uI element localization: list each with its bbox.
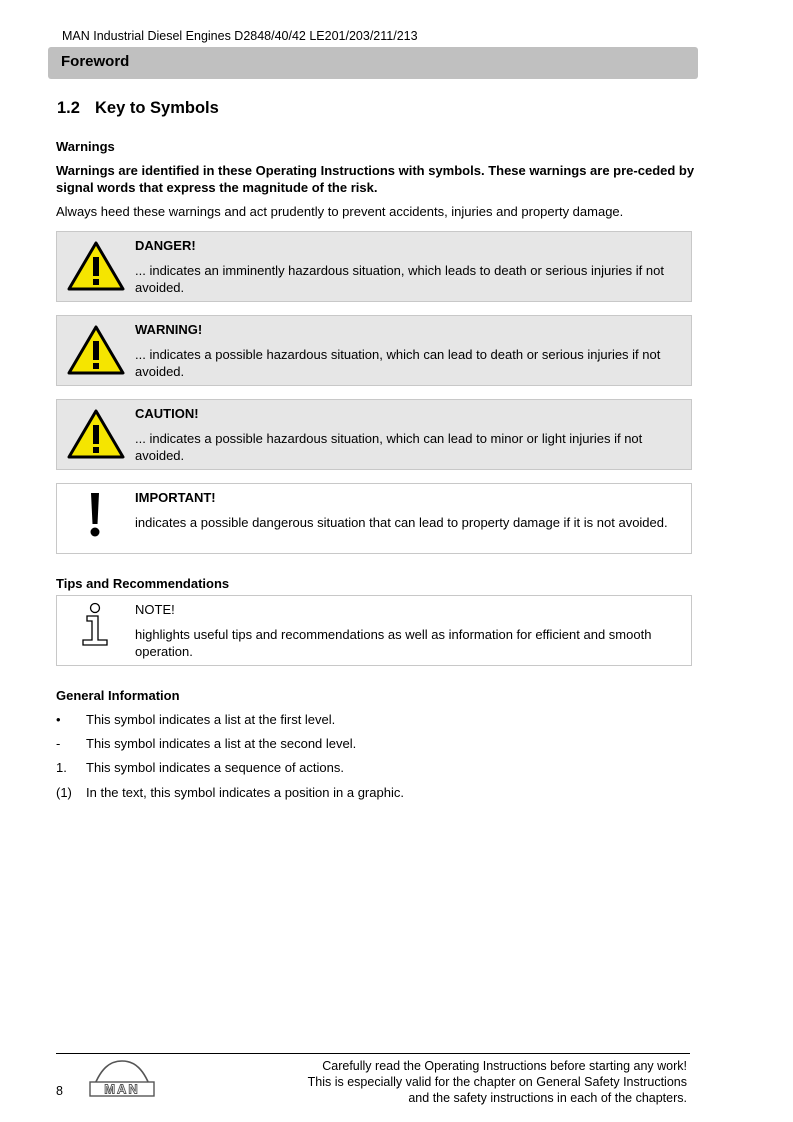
- danger-box: [56, 231, 692, 302]
- footer-divider: [56, 1053, 690, 1054]
- chapter-title: Key to Symbols: [95, 99, 219, 117]
- note-title: NOTE!: [135, 602, 175, 617]
- footer-notice: [308, 1058, 687, 1106]
- warnings-intro: Always heed these warnings and act prudently to prevent accidents, injuries and property damage.: [56, 204, 624, 219]
- warning-text: ... indicates a possible hazardous situation, which can lead to death or serious injuries if not avoided.: [135, 347, 661, 379]
- important-box: [56, 483, 692, 554]
- warning-title: WARNING!: [135, 322, 203, 337]
- list-text: This symbol indicates a list at the first level.: [86, 712, 336, 727]
- note-box: [56, 595, 692, 666]
- note-text: highlights useful tips and recommendations as well as information for efficient and smooth operation.: [135, 627, 652, 659]
- info-icon: [65, 602, 125, 654]
- list-mark: •: [56, 712, 61, 727]
- man-logo-icon: [88, 1058, 156, 1098]
- footer-line-2: This is especially valid for the chapter on General Safety Instructions: [307, 1075, 687, 1089]
- chapter-number: 1.2: [57, 99, 80, 117]
- list-text: This symbol indicates a list at the second level.: [86, 736, 357, 751]
- list-item: [56, 712, 335, 727]
- section-bar: [48, 47, 698, 79]
- list-mark: 1.: [56, 760, 67, 775]
- list-item: [56, 736, 356, 751]
- general-heading: General Information: [56, 688, 180, 703]
- document-title: MAN Industrial Diesel Engines D2848/40/42 LE201/203/211/213: [62, 29, 418, 43]
- list-text: In the text, this symbol indicates a position in a graphic.: [86, 785, 404, 800]
- danger-title: DANGER!: [135, 238, 196, 253]
- warning-triangle-icon: [66, 324, 126, 376]
- warning-box: [56, 315, 692, 386]
- footer-line-1: Carefully read the Operating Instructions before starting any work!: [322, 1059, 687, 1073]
- list-item: [56, 760, 344, 775]
- exclamation-icon: [65, 490, 125, 542]
- chapter-heading: [57, 99, 219, 118]
- caution-text: ... indicates a possible hazardous situation, which can lead to minor or light injuries if not avoided.: [135, 431, 643, 463]
- list-text: This symbol indicates a sequence of actions.: [86, 760, 344, 775]
- page-number: 8: [56, 1084, 63, 1098]
- danger-text: ... indicates an imminently hazardous situation, which leads to death or serious injuries if not avoided.: [135, 263, 664, 295]
- important-text: indicates a possible dangerous situation that can lead to property damage if it is not avoided.: [135, 515, 668, 530]
- tips-heading: Tips and Recommendations: [56, 576, 230, 591]
- important-title: IMPORTANT!: [135, 490, 216, 505]
- list-item: [56, 785, 404, 800]
- caution-box: [56, 399, 692, 470]
- warning-triangle-icon: [66, 408, 126, 460]
- warnings-intro-bold: Warnings are identified in these Operating Instructions with symbols. These warnings are pre-ceded by signal words that express the magnitude of the risk.: [56, 163, 695, 195]
- section-title: Foreword: [61, 53, 130, 70]
- warning-triangle-icon: [66, 240, 126, 292]
- list-mark: -: [56, 736, 61, 751]
- caution-title: CAUTION!: [135, 406, 199, 421]
- footer-line-3: and the safety instructions in each of the chapters.: [408, 1091, 687, 1105]
- warnings-heading: Warnings: [56, 139, 115, 154]
- list-mark: (1): [56, 785, 72, 800]
- logo-text: MAN: [104, 1081, 140, 1097]
